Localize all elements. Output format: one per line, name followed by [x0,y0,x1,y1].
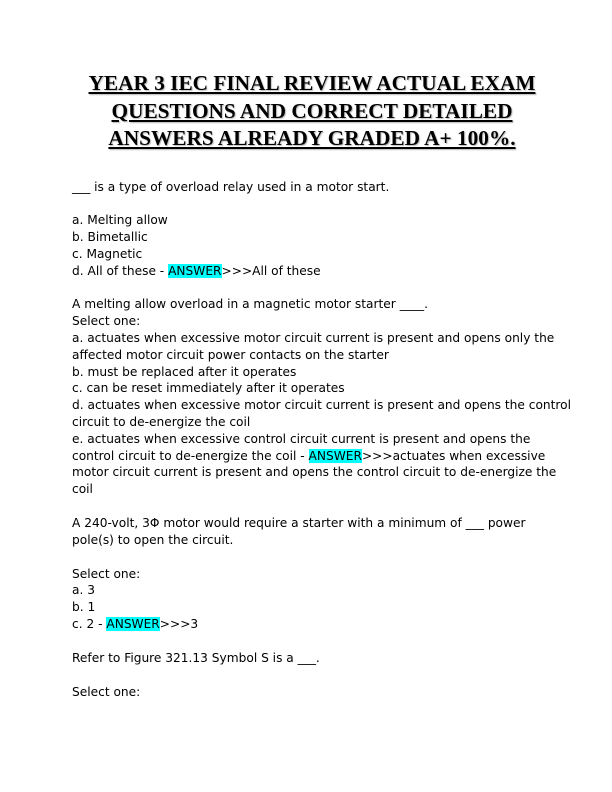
answer-text: >>>All of these [221,263,321,278]
option-a: a. 3 [72,583,95,598]
option-d: d. actuates when excessive motor circuit current is present and opens the control [72,398,572,413]
option-a: a. actuates when excessive motor circuit current is present and opens only the [72,331,555,346]
answer-highlight: ANSWER [106,617,160,632]
question-text-line-2: pole(s) to open the circuit. [72,532,234,547]
question-3-options [72,566,552,633]
answer-text: >>>actuates when excessive [361,448,546,463]
select-one-label: Select one: [72,566,141,581]
option-c: c. Magnetic [72,246,143,261]
question-4-options [72,684,552,701]
question-2 [72,296,572,498]
question-text-line-1: A 240-volt, 3Φ motor would require a starter with a minimum of ___ power [72,516,526,531]
option-a: a. Melting allow [72,213,168,228]
option-e-cont: control circuit to de-energize the coil - [72,448,309,463]
option-b: b. must be replaced after it operates [72,364,297,379]
title-line-1: YEAR 3 IEC FINAL REVIEW ACTUAL EXAM [88,71,536,95]
select-one-label: Select one: [72,314,141,329]
question-1-prompt [72,179,552,196]
question-text: Refer to Figure 321.13 Symbol S is a ___. [72,650,320,665]
question-3-prompt [72,515,552,549]
option-d: d. All of these - [72,263,169,278]
option-e-answer-line [72,448,552,465]
question-text: A melting allow overload in a magnetic motor starter ____. [72,297,428,312]
option-c: c. 2 - [72,617,107,632]
answer-text-cont-2: coil [72,482,93,497]
question-4-prompt [72,650,552,667]
document-title [72,70,552,153]
option-b: b. 1 [72,600,96,615]
option-a-cont: affected motor circuit power contacts on the starter [72,347,389,362]
title-line-2: QUESTIONS AND CORRECT DETAILED [111,98,513,123]
option-c-answer-line [72,616,552,633]
answer-highlight: ANSWER [308,448,362,463]
question-text: ___ is a type of overload relay used in a motor start. [72,179,390,194]
option-c: c. can be reset immediately after it operates [72,381,345,396]
option-d-answer-line [72,263,552,280]
answer-text: >>>3 [159,617,199,632]
title-line-3: ANSWERS ALREADY GRADED A+ 100%. [108,126,516,150]
answer-text-cont-1: motor circuit current is present and opens the control circuit to de-energize the [72,465,557,480]
question-1-options [72,212,552,279]
option-e: e. actuates when excessive control circuit current is present and opens the [72,431,531,446]
select-one-label: Select one: [72,684,141,699]
answer-highlight: ANSWER [168,263,222,278]
option-d-cont: circuit to de-energize the coil [72,415,251,430]
option-b: b. Bimetallic [72,230,148,245]
